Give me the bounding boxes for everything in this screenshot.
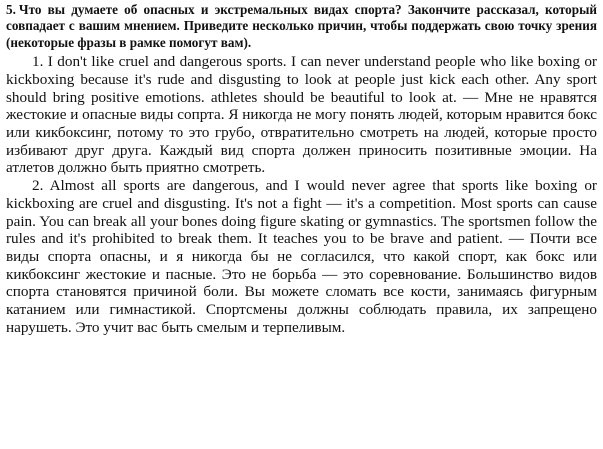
- answer-1-russian: — Мне не нравятся жестокие и опасные виды сопрта. Я никогда не могу понять людей, которым нравится бокс или кикбоксинг, потому то это грубо, отвратительно смотреть на людей, которые просто избивают друг друга. Каждый вид спорта должен приносить позитивные эмоции. На атлетов должно быть приятно смотреть.: [6, 88, 598, 177]
- task-number: 5.: [6, 2, 16, 17]
- answer-2-russian: — Почти все виды спорта опасны, и я никогда бы не согласился, что какой спорт, как бокс или кикбоксинг жестокие и пасные. Это не борьба — это соревнование. Большинство видов спорта становятся причиной боли. Вы можете сломать все кости, занимаясь фигурным катанием или гимнастикой. Спортсмены должны соблюдать правила, их запрещено нарушеть. Это учит вас быть смелым и терпеливым.: [6, 230, 597, 336]
- task-instruction: [6, 2, 597, 51]
- answer-2-english: 2. Almost all sports are dangerous, and I would never agree that sports like boxing or kickboxing are cruel and disgusting. It's not a fight — it's a competition. Most sports can cause pain. You can break all your bones doing figure skating or gymnastics. The sportsmen follow the rules and it's prohibited to break them. It teaches you to be brave and patient.: [6, 177, 597, 248]
- answer-paragraph-2: [6, 177, 597, 336]
- task-text: Что вы думаете об опасных и экстремальных видах спорта? Закончите рассказал, который совпадает с вашим мнением. Приведите несколько причин, чтобы поддержать свою точку зрения (некоторые фразы в рамке помогут вам).: [6, 2, 597, 50]
- answer-paragraph-1: [6, 53, 597, 177]
- answer-1-english: 1. I don't like cruel and dangerous sports. I can never understand people who like boxing or kickboxing because it's rude and disgusting to look at people just kick each other. Any sport should bring positive emotions. athletes should be beautiful to look at.: [6, 53, 597, 106]
- textbook-page: [6, 2, 597, 336]
